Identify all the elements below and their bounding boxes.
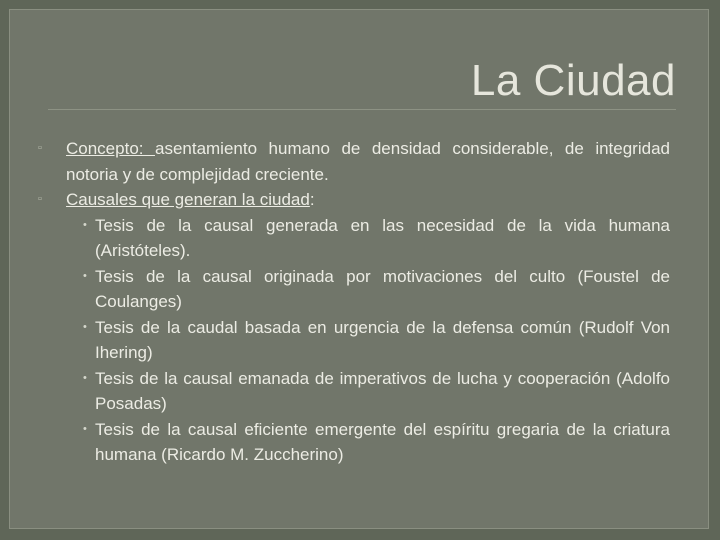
dot-bullet-icon: •	[83, 218, 87, 231]
dot-bullet-icon: •	[83, 422, 87, 435]
concepto-label: Concepto:	[66, 139, 155, 158]
dot-bullet-icon: •	[83, 371, 87, 384]
list-item-text: Tesis de la causal generada en las necesidad de la vida humana (Aristóteles).	[95, 215, 670, 260]
slide-title: La Ciudad	[470, 56, 676, 105]
square-bullet-icon: ▫	[38, 142, 42, 154]
dot-bullet-icon: •	[83, 320, 87, 333]
causales-label: Causales que generan la ciudad	[66, 190, 310, 209]
causales-colon: :	[309, 190, 315, 209]
causales-list	[38, 213, 670, 468]
list-item	[38, 315, 670, 366]
list-item-text: Tesis de la causal eficiente emergente del espíritu gregaria de la criatura humana (Ricardo M. Zuccherino)	[95, 419, 670, 464]
dot-bullet-icon: •	[83, 269, 87, 282]
bullet-concepto	[38, 136, 670, 187]
list-item	[38, 366, 670, 417]
list-item-text: Tesis de la causal emanada de imperativos de lucha y cooperación (Adolfo Posadas)	[95, 368, 670, 413]
concepto-text: asentamiento humano de densidad considerable, de integridad notoria y de complejidad creciente.	[66, 139, 670, 184]
bullet-causales	[38, 187, 670, 213]
title-divider	[48, 109, 676, 110]
slide-content	[38, 136, 670, 468]
list-item	[38, 417, 670, 468]
list-item	[38, 213, 670, 264]
list-item-text: Tesis de la caudal basada en urgencia de la defensa común (Rudolf Von Ihering)	[95, 317, 670, 362]
list-item	[38, 264, 670, 315]
square-bullet-icon: ▫	[38, 193, 42, 205]
list-item-text: Tesis de la causal originada por motivaciones del culto (Foustel de Coulanges)	[95, 266, 670, 311]
